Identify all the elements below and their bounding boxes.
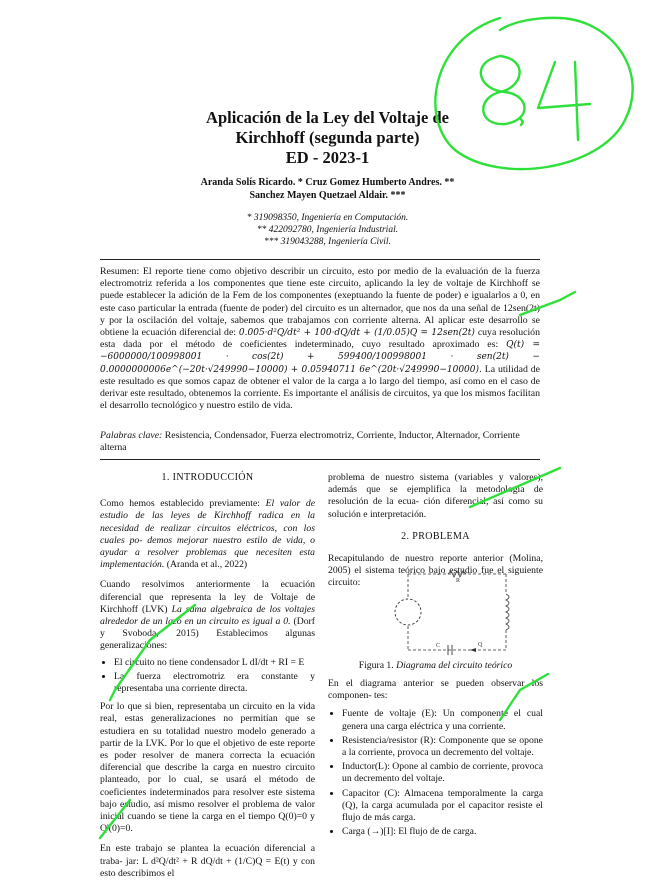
voltage-source-icon	[395, 599, 421, 625]
abstract-part-3: La utilidad de este resultado es que somos capaz de obtener el valor de la carga a lo largo del tiempo, así como en el caso de derivar este resultado, obtenemos la corriente. Es importante el análisis de circuitos, ya que los mismos facilitan el desarrollo tecnológico y nuestro estilo de vida.	[100, 363, 540, 412]
grade-digit-4	[538, 62, 590, 140]
label-C: C	[436, 643, 441, 649]
intro-p2-quote: La suma algebraica de los voltajes alrededor de un lazo en un circuito es igual a 0.	[100, 603, 315, 628]
intro-p2-text-b: (Dorf y Svoboda, 2015) Establecimos algunas generalizaciones:	[100, 616, 315, 652]
paper-title	[150, 108, 505, 168]
list-item: • Resistencia/resistor (R): Componente que se opone a la corriente, provoca un decremento del voltaje.	[342, 735, 543, 759]
title-line-3: ED - 2023-1	[285, 148, 370, 167]
title-line-1: Aplicación de la Ley del Voltaje de	[206, 108, 449, 127]
list-item: • La fuerza electromotriz era constante y representaba una corriente directa.	[114, 671, 315, 695]
circuit-diagram	[388, 568, 528, 656]
intro-paragraph-1	[100, 498, 315, 571]
authors-line-1: Aranda Solís Ricardo. * Cruz Gomez Humberto Andres. **	[200, 177, 455, 188]
current-arrow-icon	[470, 648, 476, 652]
right-paragraph-0: problema de nuestro sistema (variables y valores), además que se ejemplifica la metodología de resolución de la ecua- ción diferencial, así como su solución e interpretación.	[328, 472, 543, 520]
affiliation-3: *** 319043288, Ingeniería Civil.	[264, 237, 391, 247]
generalizations-list	[100, 657, 315, 696]
authors-line-2: Sanchez Mayen Quetzael Aldair. ***	[249, 190, 406, 201]
intro-paragraph-3: Por lo que si bien, representaba un circuito en la vida real, estas generalizaciones no permitían que se estudiera en su totalidad nuestro modelo generado a partir de la LVK. Por lo que el objetivo de este reporte es poder resolver de manera correcta la ecuación diferencial que describe la carga en nuestro circuito planteado, por lo cual, se usará el método de coeficientes indeterminados para resolver este sistema bajo estudio, así mismo resolver el problema de valor inicial cuando se tiene la carga en el tiempo Q(0)=0 y Q'(0)=0.	[100, 701, 315, 835]
abstract-top-rule	[100, 259, 540, 260]
list-item: • Fuente de voltaje (E): Un componente el cual genera una carga eléctrica y una corriente.	[342, 708, 543, 732]
intro-p1-citation: (Aranda et al., 2022)	[166, 559, 248, 571]
title-line-2: Kirchhoff (segunda parte)	[235, 128, 420, 147]
intro-p2-text: Cuando resolvimos anteriormente la ecuación diferencial que representa la ley de Voltaje de Kirchhoff (LVK)	[100, 579, 315, 615]
abstract-equation-1: 0.005·d²Q/dt² + 100·dQ/dt + (1/0.05)Q = 12sen(2t)	[238, 328, 475, 339]
intro-paragraph-4: En este trabajo se plantea la ecuación diferencial a traba- jar: L d²Q/dt² + R dQ/dt + (1/C)Q = E(t) y con esto describimos el	[100, 843, 315, 879]
keywords-text: Resistencia, Condensador, Fuerza electromotriz, Corriente, Inductor, Alternador, Corriente alterna	[100, 430, 520, 454]
keywords	[100, 430, 540, 454]
section-2-heading: 2. PROBLEMA	[401, 530, 470, 542]
abstract-part-2: cuya resolución esta dada por el método de coeficientes indeterminado, cuyo resultado aproximado es:	[100, 327, 540, 351]
affiliation-2: ** 422092780, Ingeniería Industrial.	[256, 225, 399, 235]
figure-caption	[328, 660, 543, 671]
list-item: • Inductor(L): Opone al cambio de corriente, provoca un decremento del voltaje.	[342, 761, 543, 785]
abstract-part-1: Resumen: El reporte tiene como objetivo describir un circuito, esto por medio de la evaluación de la fuerza electromotriz referida a los componentes que tiene este circuito, aplicando la ley de voltaje de Kirchhoff se puede establecer la adición de la Fem de los componentes (exeptuando la fuente de poder) e igualarlos a 0, en este caso particular la entrada (fuente de poder) del circuito es un alternador, que nos da una señal de 12sen(2t) y por la oscilación del voltaje, sabemos que trabajamos con corriente alterna. Al aplicar este desarrollo se obtiene la ecuación diferencial de:	[100, 266, 540, 339]
problem-paragraph-1: Recapitulando de nuestro reporte anterior (Molina, 2005) el sistema teórico bajo estudio fue el siguiente circuito:	[328, 553, 543, 589]
list-item: • El circuito no tiene condensador L dI/dt + RI = E	[114, 657, 315, 669]
abstract-bottom-rule	[100, 459, 540, 460]
inductor-icon	[506, 594, 509, 630]
affiliations	[120, 212, 535, 248]
components-intro: En el diagrama anterior se pueden observar los componen- tes:	[328, 678, 543, 702]
components-list	[328, 708, 543, 838]
grade-dot	[520, 118, 523, 125]
caption-title: Diagrama del circuito teórico	[396, 660, 513, 671]
section-1-heading: 1. INTRODUCCIÓN	[161, 472, 254, 483]
intro-paragraph-2	[100, 579, 315, 652]
abstract	[100, 266, 540, 412]
affiliation-1: * 319098350, Ingeniería en Computación.	[246, 213, 409, 223]
label-Q: Q	[478, 642, 483, 648]
caption-prefix: Figura 1.	[358, 660, 394, 671]
keywords-label: Palabras clave:	[100, 430, 163, 441]
list-item: • Capacitor (C): Almacena temporalmente la carga (Q), la carga acumulada por el capacitor resiste el flujo de más carga.	[342, 788, 543, 825]
intro-p1-quote: El valor de estudio de las leyes de Kirchhoff radica en la necesidad de realizar circuitos eléctricos, con los cuales po- demos mejorar nuestro estilo de vida, o ayudar a resolver problemas que necesiten esta implementación.	[100, 498, 316, 571]
intro-p1-text: Como hemos establecido previamente:	[100, 498, 260, 510]
label-R: R	[456, 578, 461, 584]
abstract-equation-2: Q(t) = −6000000/100998001 · cos(2t) + 599400/100998001 · sen(2t) − 0.0000000006e^(−20t·√249990−10000) + 0.05940711 6e^(20t·√249990−10000).	[100, 340, 541, 375]
right-column-bottom	[328, 678, 543, 840]
authors	[110, 176, 545, 202]
left-column	[100, 472, 315, 880]
list-item: • Carga (→)[I]: El flujo de de carga.	[342, 826, 543, 838]
